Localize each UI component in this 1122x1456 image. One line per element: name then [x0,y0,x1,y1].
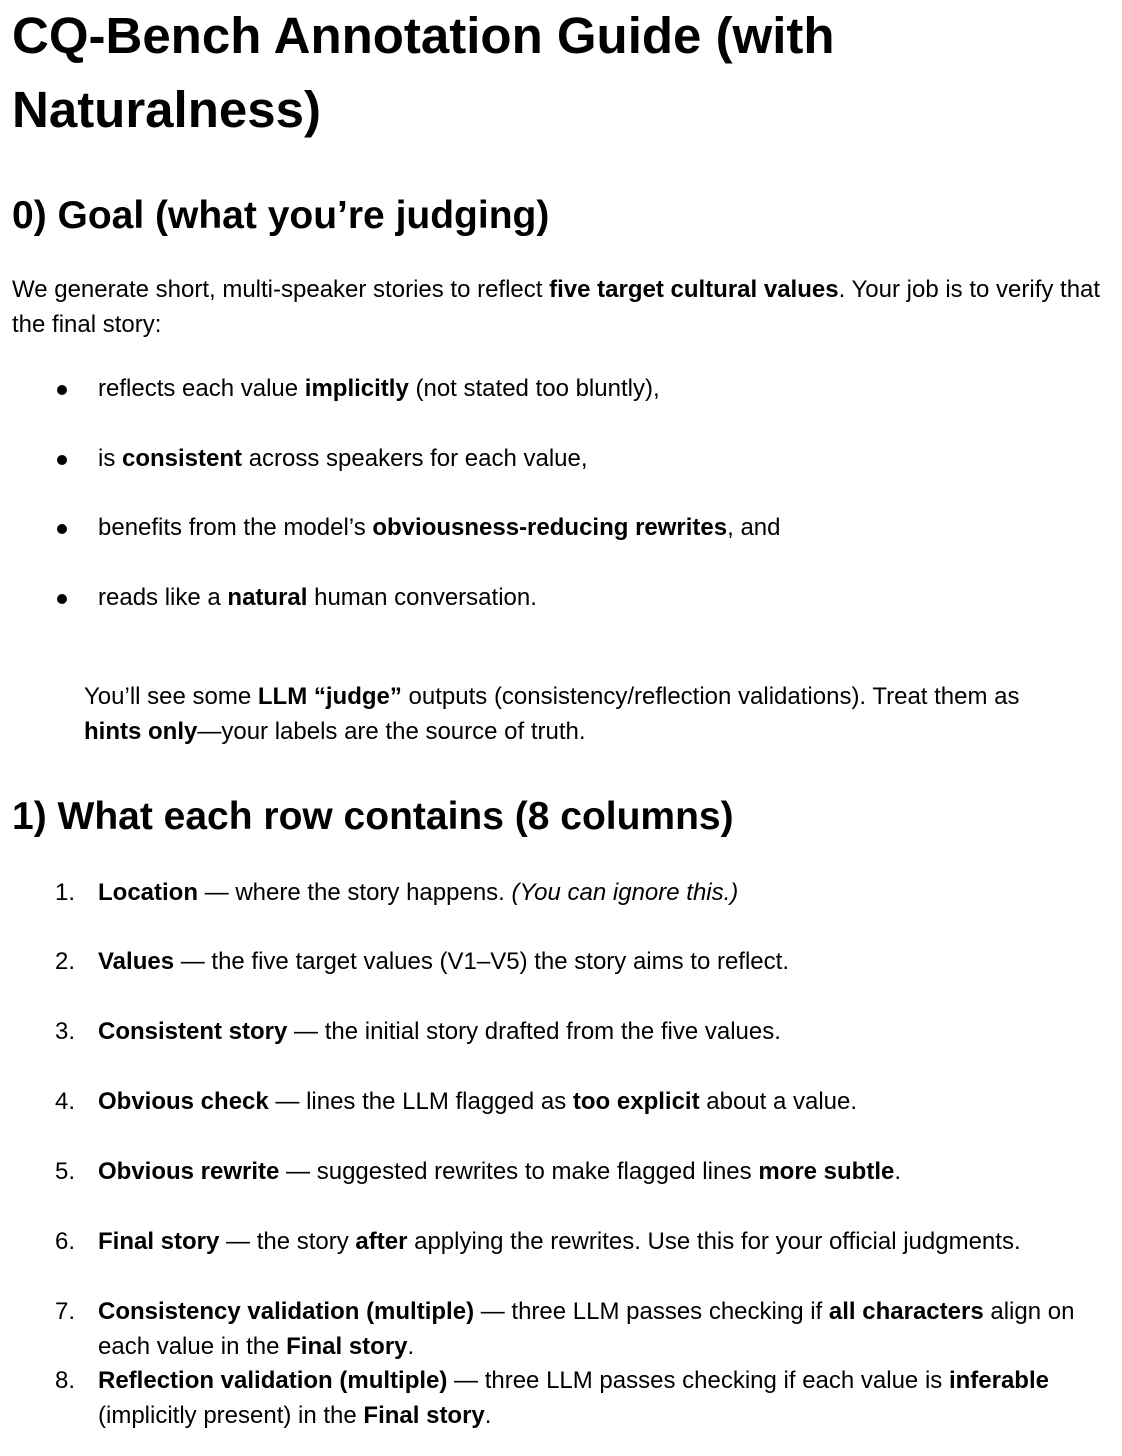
text-run: about a value. [699,1088,858,1115]
bold-text-run: Final story [98,1228,220,1255]
text-run: align on each value in the [98,1298,1075,1360]
text-run: — lines the LLM flagged as [268,1088,573,1115]
bold-text-run: Obvious rewrite [98,1158,280,1185]
text-run: is [98,445,122,472]
bold-text-run: all characters [828,1298,984,1325]
text-run: outputs (consistency/reflection validations). Treat them as [401,683,1020,710]
bold-text-run: Consistent story [98,1018,288,1045]
text-run: applying the rewrites. Use this for your official judgments. [407,1228,1021,1255]
column-description [98,944,1122,979]
column-description [98,1224,1122,1259]
bold-text-run: five target cultural values [549,276,839,303]
text-run: reflects each value [98,375,305,402]
bullet-dot-icon [57,455,67,465]
bold-text-run: Obvious check [98,1088,269,1115]
list-number: 6. [55,1228,76,1255]
goal-bullet-text [98,371,1122,406]
text-run: human conversation. [307,584,537,611]
bold-text-run: Values [98,948,175,975]
bold-text-run: Final story [286,1333,408,1360]
goal-bullet-text [98,510,1122,545]
list-number: 5. [55,1158,76,1185]
section-0-heading: 0) Goal (what you’re judging) [12,194,550,237]
text-run: You’ll see some [84,683,258,710]
bold-text-run: obviousness-reducing rewrites [372,514,728,541]
text-run: , and [727,514,781,541]
section-1-heading: 1) What each row contains (8 columns) [12,795,734,838]
text-run: benefits from the model’s [98,514,373,541]
text-run: — suggested rewrites to make flagged lines [279,1158,759,1185]
bold-text-run: consistent [122,445,243,472]
goal-intro-paragraph [12,272,1112,342]
text-run: . [407,1333,415,1360]
text-run: (not stated too bluntly), [408,375,660,402]
list-number: 7. [55,1298,76,1325]
text-run: — the story [219,1228,356,1255]
bold-text-run: LLM “judge” [257,683,402,710]
column-description [98,1084,1122,1119]
text-run: — the initial story drafted from the five values. [287,1018,781,1045]
bold-text-run: Location [98,879,198,906]
bold-text-run: implicitly [304,375,409,402]
goal-bullet-text [98,580,1122,615]
column-description [98,1154,1122,1189]
text-run: reads like a [98,584,228,611]
bold-text-run: more subtle [758,1158,895,1185]
text-run: (implicitly present) in the [98,1402,364,1429]
bold-text-run: Final story [363,1402,485,1429]
text-run: — three LLM passes checking if [474,1298,829,1325]
column-description [98,1014,1122,1049]
bold-text-run: Consistency validation (multiple) [98,1298,475,1325]
bold-text-run: Reflection validation (multiple) [98,1367,448,1394]
text-run: —your labels are the source of truth. [197,718,586,745]
bullet-dot-icon [57,385,67,395]
text-run: . [484,1402,492,1429]
bold-text-run: after [355,1228,408,1255]
text-run: . Your job is to verify that the final story: [12,276,1101,338]
llm-judge-note [84,679,1044,749]
list-number: 3. [55,1018,76,1045]
text-run: We generate short, multi-speaker stories to reflect [12,276,550,303]
column-description [98,1363,1122,1433]
bold-text-run: inferable [948,1367,1049,1394]
text-run: — three LLM passes checking if each value is [447,1367,949,1394]
list-number: 8. [55,1367,76,1394]
list-number: 1. [55,879,76,906]
bold-text-run: natural [227,584,308,611]
bullet-dot-icon [57,594,67,604]
text-run: — the five target values (V1–V5) the story aims to reflect. [174,948,789,975]
text-run: across speakers for each value, [242,445,588,472]
page-title: CQ-Bench Annotation Guide (with Naturalness) [12,7,835,138]
text-run: . [894,1158,902,1185]
bold-text-run: too explicit [572,1088,700,1115]
bold-text-run: hints only [84,718,198,745]
list-number: 2. [55,948,76,975]
bullet-dot-icon [57,524,67,534]
column-description [98,875,1122,910]
list-number: 4. [55,1088,76,1115]
goal-bullet-text [98,441,1122,476]
italic-text-run: (You can ignore this.) [511,879,739,906]
column-description [98,1294,1122,1364]
text-run: — where the story happens. [198,879,512,906]
